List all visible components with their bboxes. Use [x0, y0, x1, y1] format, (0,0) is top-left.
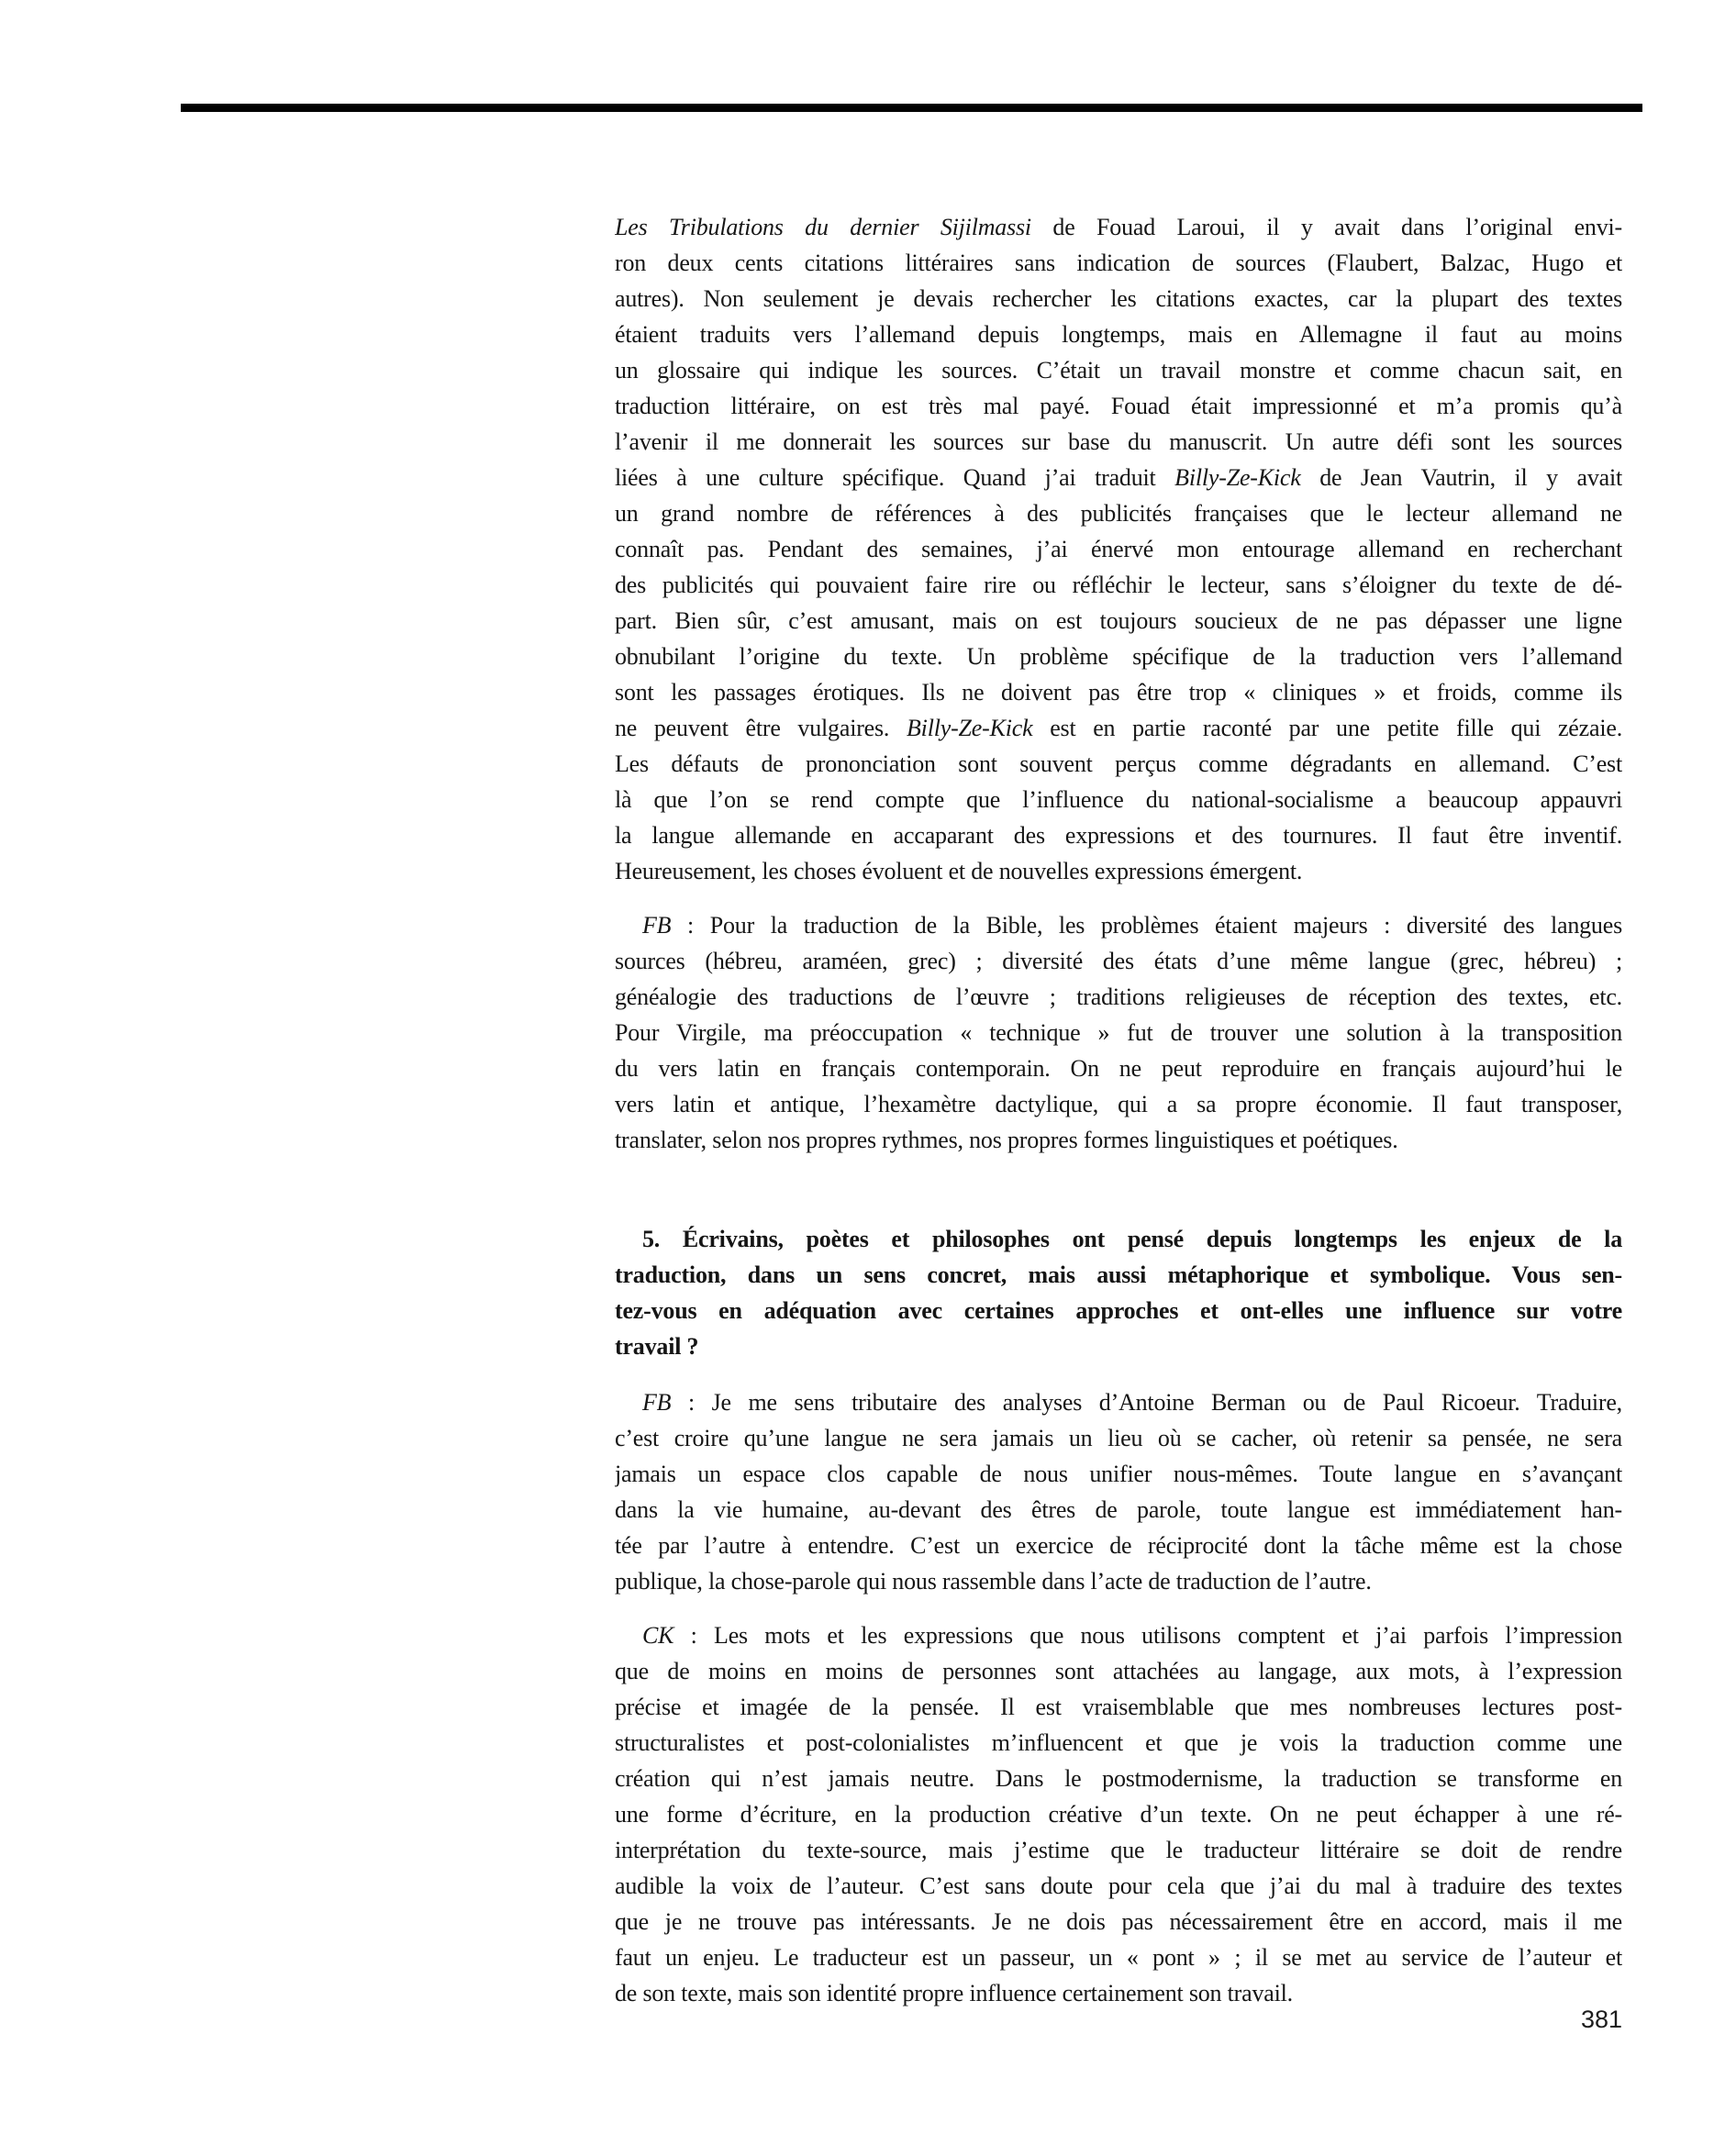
text-line: connaît pas. Pendant des semaines, j’ai énervé mon entourage allemand en recherchant: [615, 536, 1622, 562]
text-line: FB : Pour la traduction de la Bible, les problèmes étaient majeurs : diversité des langues: [642, 912, 1622, 939]
text-line: Heureusement, les choses évoluent et de nouvelles expressions émergent.: [615, 858, 1303, 884]
text-line: vers latin et antique, l’hexamètre dactylique, qui a sa propre économie. Il faut transposer,: [615, 1091, 1622, 1117]
text-line: une forme d’écriture, en la production créative d’un texte. On ne peut échapper à une ré-: [615, 1801, 1622, 1828]
text-line: Les Tribulations du dernier Sijilmassi de Fouad Laroui, il y avait dans l’original envi-: [615, 214, 1622, 240]
text-line: que de moins en moins de personnes sont attachées au langage, aux mots, à l’expression: [615, 1658, 1622, 1684]
text-line: travail ?: [615, 1333, 699, 1360]
text-line: CK : Les mots et les expressions que nous utilisons comptent et j’ai parfois l’impression: [642, 1622, 1622, 1649]
text-line: autres). Non seulement je devais rechercher les citations exactes, car la plupart des textes: [615, 285, 1622, 312]
text-line: que je ne trouve pas intéressants. Je ne dois pas nécessairement être en accord, mais il me: [615, 1908, 1622, 1935]
text-line: interprétation du texte-source, mais j’estime que le traducteur littéraire se doit de rendre: [615, 1837, 1622, 1863]
text-line: dans la vie humaine, au-devant des êtres de parole, toute langue est immédiatement han-: [615, 1496, 1622, 1523]
text-line: FB : Je me sens tributaire des analyses d’Antoine Berman ou de Paul Ricoeur. Traduire,: [642, 1389, 1622, 1416]
text-line: généalogie des traductions de l’œuvre ; traditions religieuses de réception des textes, etc.: [615, 984, 1622, 1010]
text-line: de son texte, mais son identité propre influence certainement son travail.: [615, 1980, 1293, 2006]
text-line: 5. Écrivains, poètes et philosophes ont pensé depuis longtemps les enjeux de la: [642, 1226, 1622, 1252]
text-line: création qui n’est jamais neutre. Dans le postmodernisme, la traduction se transforme en: [615, 1765, 1622, 1792]
text-line: Pour Virgile, ma préoccupation « technique » fut de trouver une solution à la transposition: [615, 1019, 1622, 1046]
text-line: étaient traduits vers l’allemand depuis longtemps, mais en Allemagne il faut au moins: [615, 321, 1622, 348]
text-line: part. Bien sûr, c’est amusant, mais on est toujours soucieux de ne pas dépasser une ligne: [615, 607, 1622, 634]
text-line: ne peuvent être vulgaires. Billy-Ze-Kick est en partie raconté par une petite fille qui zézaie.: [615, 715, 1622, 741]
text-line: l’avenir il me donnerait les sources sur base du manuscrit. Un autre défi sont les sources: [615, 428, 1622, 455]
text-line: translater, selon nos propres rythmes, nos propres formes linguistiques et poétiques.: [615, 1127, 1398, 1153]
text-line: précise et imagée de la pensée. Il est vraisemblable que mes nombreuses lectures post-: [615, 1694, 1622, 1720]
text-line: c’est croire qu’une langue ne sera jamais un lieu où se cacher, où retenir sa pensée, ne sera: [615, 1425, 1622, 1451]
text-line: publique, la chose-parole qui nous rassemble dans l’acte de traduction de l’autre.: [615, 1568, 1372, 1595]
text-line: structuralistes et post-colonialistes m’influencent et que je vois la traduction comme une: [615, 1729, 1622, 1756]
body-text: [615, 209, 1622, 2029]
text-line: audible la voix de l’auteur. C’est sans doute pour cela que j’ai du mal à traduire des textes: [615, 1873, 1622, 1899]
text-line: là que l’on se rend compte que l’influence du national-socialisme a beaucoup appauvri: [615, 786, 1622, 813]
text-line: un grand nombre de références à des publicités françaises que le lecteur allemand ne: [615, 500, 1622, 527]
paragraph: [615, 209, 1622, 889]
page-number: 381: [1580, 2006, 1622, 2033]
text-line: jamais un espace clos capable de nous unifier nous-mêmes. Toute langue en s’avançant: [615, 1461, 1622, 1487]
text-line: tez-vous en adéquation avec certaines approches et ont-elles une influence sur votre: [615, 1297, 1622, 1324]
text-line: Les défauts de prononciation sont souvent perçus comme dégradants en allemand. C’est: [615, 750, 1622, 777]
text-line: du vers latin en français contemporain. On ne peut reproduire en français aujourd’hui le: [615, 1055, 1622, 1082]
text-line: tée par l’autre à entendre. C’est un exercice de réciprocité dont la tâche même est la chose: [615, 1532, 1622, 1559]
question-heading: [615, 1221, 1622, 1364]
text-line: ron deux cents citations littéraires sans indication de sources (Flaubert, Balzac, Hugo et: [615, 250, 1622, 276]
text-line: obnubilant l’origine du texte. Un problème spécifique de la traduction vers l’allemand: [615, 643, 1622, 670]
text-line: traduction littéraire, on est très mal payé. Fouad était impressionné et m’a promis qu’à: [615, 393, 1622, 419]
text-line: sont les passages érotiques. Ils ne doivent pas être trop « cliniques » et froids, comme ils: [615, 679, 1622, 706]
text-line: liées à une culture spécifique. Quand j’ai traduit Billy-Ze-Kick de Jean Vautrin, il y avait: [615, 464, 1622, 491]
text-line: la langue allemande en accaparant des expressions et des tournures. Il faut être inventif.: [615, 822, 1622, 849]
text-line: sources (hébreu, araméen, grec) ; diversité des états d’une même langue (grec, hébreu) ;: [615, 948, 1622, 974]
text-line: des publicités qui pouvaient faire rire ou réfléchir le lecteur, sans s’éloigner du texte de dé-: [615, 572, 1622, 598]
text-line: traduction, dans un sens concret, mais aussi métaphorique et symbolique. Vous sen-: [615, 1261, 1622, 1288]
text-line: faut un enjeu. Le traducteur est un passeur, un « pont » ; il se met au service de l’auteur et: [615, 1944, 1622, 1971]
paragraph: [615, 1384, 1622, 1599]
paragraph: [615, 907, 1622, 1158]
text-line: un glossaire qui indique les sources. C’était un travail monstre et comme chacun sait, en: [615, 357, 1622, 383]
top-rule: [181, 104, 1642, 112]
paragraph: [615, 1617, 1622, 2011]
